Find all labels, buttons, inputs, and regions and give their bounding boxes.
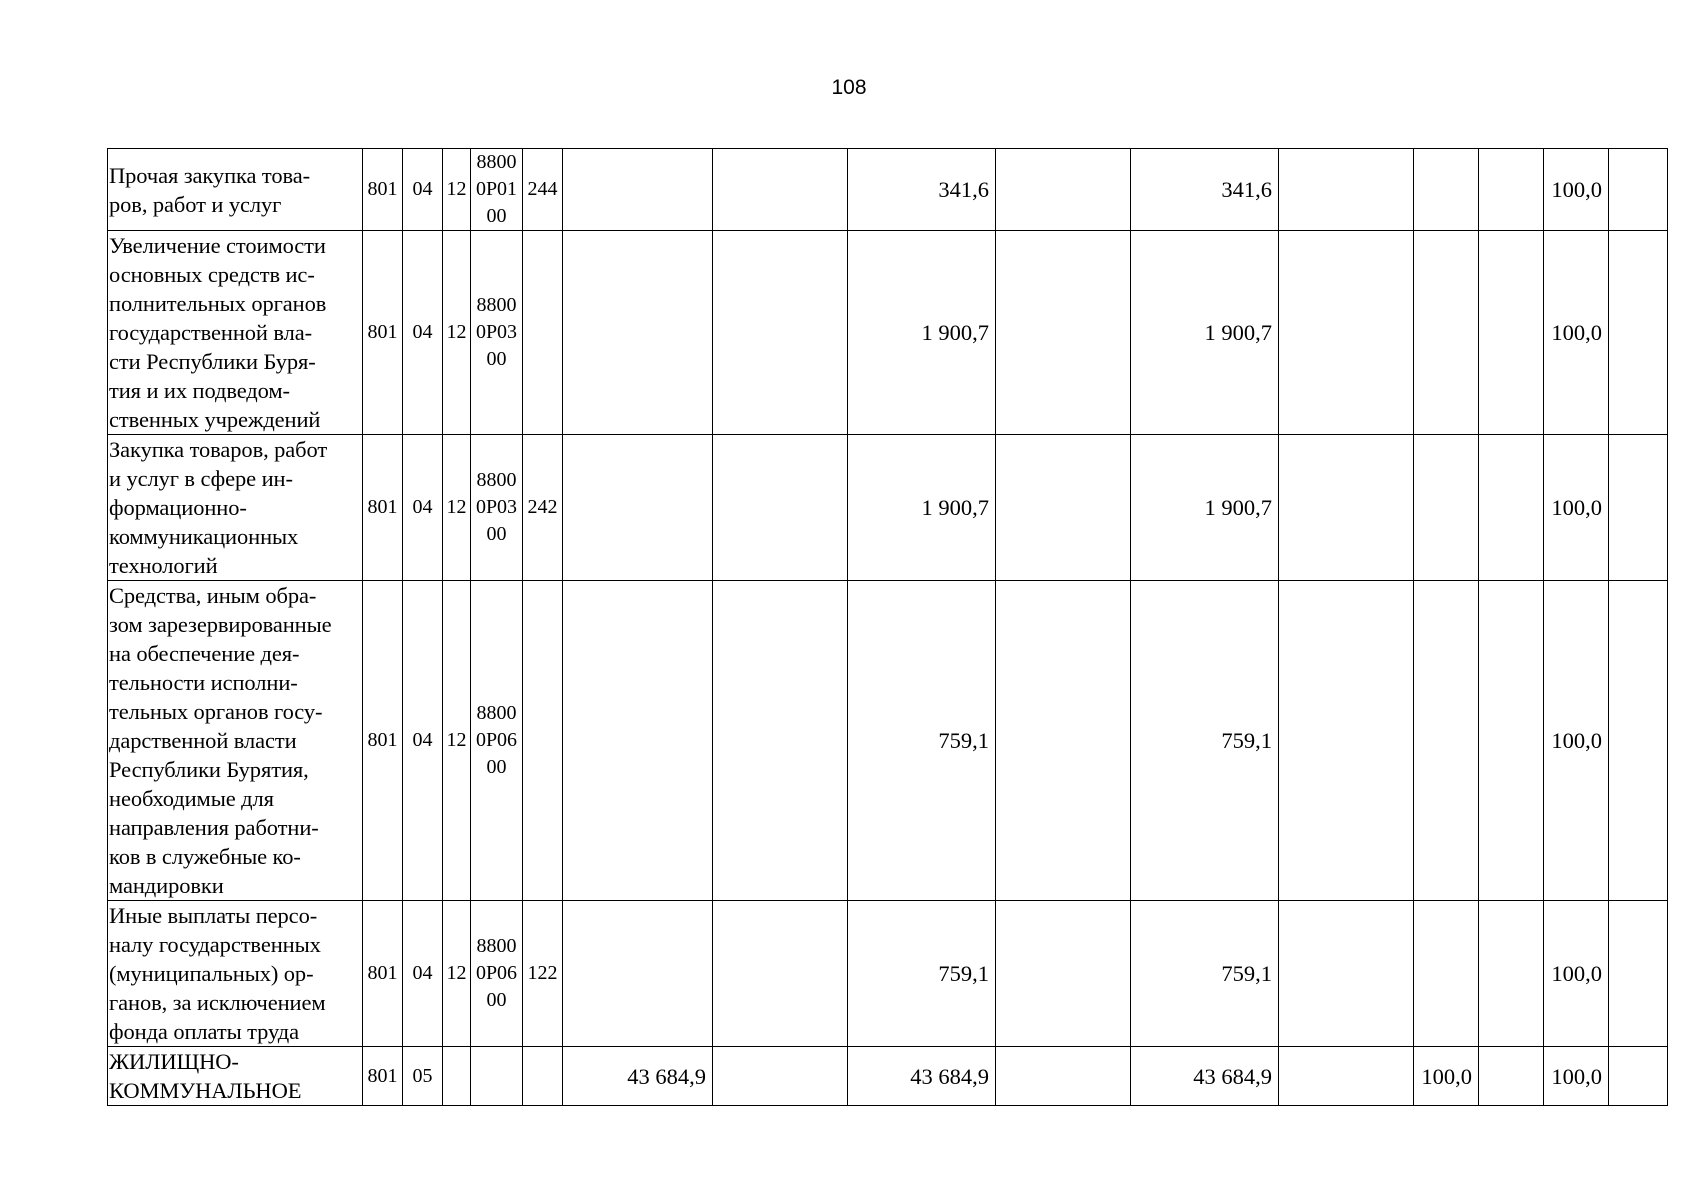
value-col-2 xyxy=(713,435,848,581)
value-col-8 xyxy=(1479,901,1544,1047)
expense-type-code xyxy=(523,231,563,435)
expense-type-code: 244 xyxy=(523,149,563,231)
value-col-5: 759,1 xyxy=(1131,581,1279,901)
value-col-3: 759,1 xyxy=(848,581,996,901)
ved-code: 801 xyxy=(363,435,403,581)
table-row xyxy=(108,231,1668,435)
value-col-1: 43 684,9 xyxy=(563,1047,713,1106)
target-article-code: 8800 0Р06 00 xyxy=(471,581,523,901)
row-name: Иные выплаты персо- налу государственных (муниципальных) ор- ганов, за исключением фонда оплаты труда xyxy=(108,901,363,1047)
value-col-6 xyxy=(1279,581,1414,901)
ved-code: 801 xyxy=(363,901,403,1047)
target-article-code: 8800 0Р06 00 xyxy=(471,901,523,1047)
value-col-6 xyxy=(1279,149,1414,231)
value-col-3: 759,1 xyxy=(848,901,996,1047)
value-col-2 xyxy=(713,149,848,231)
value-col-1 xyxy=(563,581,713,901)
table-body xyxy=(108,149,1668,1106)
table-row xyxy=(108,1047,1668,1106)
value-col-6 xyxy=(1279,901,1414,1047)
expense-type-code xyxy=(523,1047,563,1106)
value-col-9: 100,0 xyxy=(1544,435,1609,581)
section-code: 04 xyxy=(403,581,443,901)
value-col-7 xyxy=(1414,435,1479,581)
value-col-4 xyxy=(996,581,1131,901)
expense-type-code: 122 xyxy=(523,901,563,1047)
ved-code: 801 xyxy=(363,231,403,435)
value-col-4 xyxy=(996,435,1131,581)
subsection-code xyxy=(443,1047,471,1106)
value-col-1 xyxy=(563,231,713,435)
row-name: ЖИЛИЩНО- КОММУНАЛЬНОЕ xyxy=(108,1047,363,1106)
target-article-code: 8800 0Р01 00 xyxy=(471,149,523,231)
subsection-code: 12 xyxy=(443,901,471,1047)
row-name: Увеличение стоимости основных средств ис- полнительных органов государственной вла- сти Республики Буря- тия и их подведом- ственных учреждений xyxy=(108,231,363,435)
value-col-3: 43 684,9 xyxy=(848,1047,996,1106)
value-col-9: 100,0 xyxy=(1544,901,1609,1047)
table-row xyxy=(108,149,1668,231)
target-article-code xyxy=(471,1047,523,1106)
value-col-7 xyxy=(1414,581,1479,901)
value-col-6 xyxy=(1279,435,1414,581)
value-col-5: 759,1 xyxy=(1131,901,1279,1047)
value-col-9: 100,0 xyxy=(1544,581,1609,901)
expense-type-code: 242 xyxy=(523,435,563,581)
value-col-3: 341,6 xyxy=(848,149,996,231)
value-col-8 xyxy=(1479,1047,1544,1106)
table-row xyxy=(108,581,1668,901)
page-number: 108 xyxy=(831,76,867,99)
value-col-7 xyxy=(1414,231,1479,435)
table-row xyxy=(108,435,1668,581)
ved-code: 801 xyxy=(363,149,403,231)
value-col-8 xyxy=(1479,581,1544,901)
value-col-8 xyxy=(1479,149,1544,231)
value-col-10 xyxy=(1609,1047,1668,1106)
subsection-code: 12 xyxy=(443,581,471,901)
value-col-10 xyxy=(1609,901,1668,1047)
value-col-9: 100,0 xyxy=(1544,149,1609,231)
value-col-3: 1 900,7 xyxy=(848,231,996,435)
section-code: 05 xyxy=(403,1047,443,1106)
section-code: 04 xyxy=(403,149,443,231)
value-col-7: 100,0 xyxy=(1414,1047,1479,1106)
section-code: 04 xyxy=(403,435,443,581)
value-col-7 xyxy=(1414,901,1479,1047)
value-col-10 xyxy=(1609,231,1668,435)
value-col-2 xyxy=(713,231,848,435)
subsection-code: 12 xyxy=(443,231,471,435)
value-col-7 xyxy=(1414,149,1479,231)
target-article-code: 8800 0Р03 00 xyxy=(471,435,523,581)
value-col-6 xyxy=(1279,1047,1414,1106)
value-col-9: 100,0 xyxy=(1544,231,1609,435)
value-col-5: 341,6 xyxy=(1131,149,1279,231)
value-col-10 xyxy=(1609,581,1668,901)
value-col-5: 1 900,7 xyxy=(1131,231,1279,435)
row-name: Закупка товаров, работ и услуг в сфере ин- формационно- коммуникационных технологий xyxy=(108,435,363,581)
value-col-6 xyxy=(1279,231,1414,435)
value-col-2 xyxy=(713,581,848,901)
value-col-9: 100,0 xyxy=(1544,1047,1609,1106)
value-col-1 xyxy=(563,435,713,581)
expense-type-code xyxy=(523,581,563,901)
budget-table xyxy=(107,148,1668,1106)
section-code: 04 xyxy=(403,901,443,1047)
ved-code: 801 xyxy=(363,1047,403,1106)
value-col-2 xyxy=(713,1047,848,1106)
row-name: Средства, иным обра- зом зарезервированные на обеспечение дея- тельности исполни- тельных органов госу- дарственной власти Республики Бурятия, необходимые для направления работни- ков в служебные ко- мандировки xyxy=(108,581,363,901)
value-col-4 xyxy=(996,1047,1131,1106)
value-col-1 xyxy=(563,149,713,231)
subsection-code: 12 xyxy=(443,149,471,231)
value-col-10 xyxy=(1609,149,1668,231)
row-name: Прочая закупка това- ров, работ и услуг xyxy=(108,149,363,231)
value-col-4 xyxy=(996,231,1131,435)
value-col-10 xyxy=(1609,435,1668,581)
value-col-3: 1 900,7 xyxy=(848,435,996,581)
subsection-code: 12 xyxy=(443,435,471,581)
value-col-8 xyxy=(1479,231,1544,435)
value-col-2 xyxy=(713,901,848,1047)
value-col-4 xyxy=(996,149,1131,231)
section-code: 04 xyxy=(403,231,443,435)
table-row xyxy=(108,901,1668,1047)
value-col-8 xyxy=(1479,435,1544,581)
value-col-4 xyxy=(996,901,1131,1047)
target-article-code: 8800 0Р03 00 xyxy=(471,231,523,435)
value-col-1 xyxy=(563,901,713,1047)
ved-code: 801 xyxy=(363,581,403,901)
value-col-5: 1 900,7 xyxy=(1131,435,1279,581)
value-col-5: 43 684,9 xyxy=(1131,1047,1279,1106)
